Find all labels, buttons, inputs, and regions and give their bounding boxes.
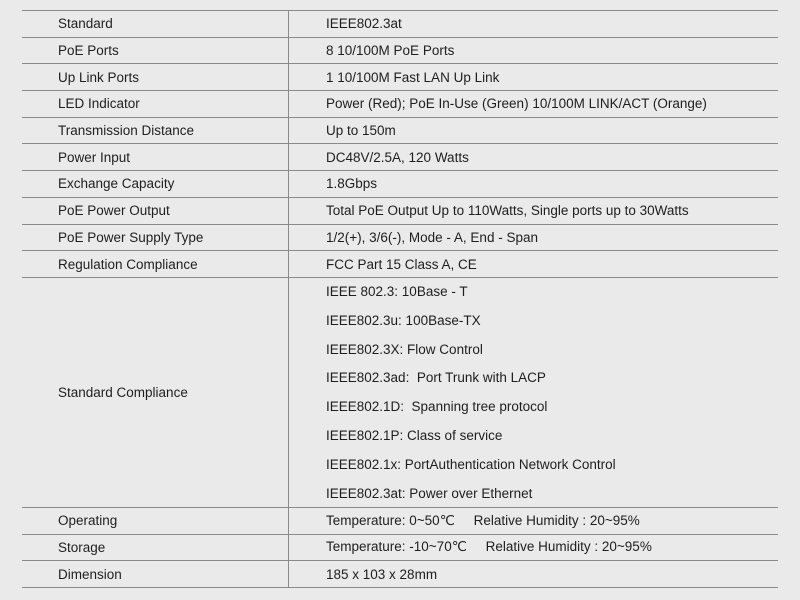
spec-value: 1/2(+), 3/6(-), Mode - A, End - Span xyxy=(326,229,538,245)
spec-table xyxy=(22,10,778,588)
spec-row-poe-power-output xyxy=(22,198,778,225)
compliance-item: IEEE802.1D: Spanning tree protocol xyxy=(326,399,548,415)
spec-row-poe-ports xyxy=(22,38,778,65)
spec-value: 8 10/100M PoE Ports xyxy=(326,43,455,59)
spec-row-storage xyxy=(22,535,778,562)
compliance-item: IEEE802.3at: Power over Ethernet xyxy=(326,485,533,501)
spec-value: 1.8Gbps xyxy=(326,176,378,192)
spec-label: Exchange Capacity xyxy=(22,171,289,197)
spec-row-standard-compliance xyxy=(22,278,778,508)
spec-row-led-indicator xyxy=(22,91,778,118)
spec-value: FCC Part 15 Class A, CE xyxy=(326,256,477,272)
spec-value: Temperature: -10~70℃ Relative Humidity : 20~95% xyxy=(326,539,652,555)
spec-label: Dimension xyxy=(22,561,289,587)
spec-value: Total PoE Output Up to 110Watts, Single ports up to 30Watts xyxy=(326,203,689,219)
compliance-item: IEEE802.3ad: Port Trunk with LACP xyxy=(326,370,546,386)
spec-value: DC48V/2.5A, 120 Watts xyxy=(326,149,469,165)
compliance-list xyxy=(289,278,778,507)
compliance-item: IEEE 802.3: 10Base - T xyxy=(326,283,468,299)
spec-label: PoE Power Output xyxy=(22,198,289,224)
compliance-item: IEEE802.3X: Flow Control xyxy=(326,341,483,357)
spec-value: 185 x 103 x 28mm xyxy=(326,566,438,582)
spec-label: Storage xyxy=(22,535,289,561)
compliance-item: IEEE802.3u: 100Base-TX xyxy=(326,312,481,328)
spec-label: Regulation Compliance xyxy=(22,251,289,277)
spec-row-standard xyxy=(22,11,778,38)
spec-label: PoE Ports xyxy=(22,38,289,64)
spec-row-poe-power-supply-type xyxy=(22,225,778,252)
spec-row-dimension xyxy=(22,561,778,588)
spec-value: 1 10/100M Fast LAN Up Link xyxy=(326,69,500,85)
spec-row-uplink-ports xyxy=(22,64,778,91)
compliance-item: IEEE802.1x: PortAuthentication Network Control xyxy=(326,456,616,472)
spec-label: PoE Power Supply Type xyxy=(22,225,289,251)
spec-label: Transmission Distance xyxy=(22,118,289,144)
spec-label: Power Input xyxy=(22,144,289,170)
spec-label: LED Indicator xyxy=(22,91,289,117)
spec-value: IEEE802.3at xyxy=(326,16,402,32)
spec-row-regulation-compliance xyxy=(22,251,778,278)
compliance-item: IEEE802.1P: Class of service xyxy=(326,428,503,444)
spec-label: Up Link Ports xyxy=(22,64,289,90)
spec-label: Operating xyxy=(22,508,289,534)
spec-value: Up to 150m xyxy=(326,123,396,139)
spec-value: Power (Red); PoE In-Use (Green) 10/100M LINK/ACT (Orange) xyxy=(326,96,707,112)
spec-row-operating xyxy=(22,508,778,535)
spec-row-exchange-capacity xyxy=(22,171,778,198)
spec-row-transmission-distance xyxy=(22,118,778,145)
spec-label: Standard xyxy=(22,11,289,37)
spec-value: Temperature: 0~50℃ Relative Humidity : 20~95% xyxy=(326,512,640,528)
spec-row-power-input xyxy=(22,144,778,171)
spec-label: Standard Compliance xyxy=(22,278,289,507)
